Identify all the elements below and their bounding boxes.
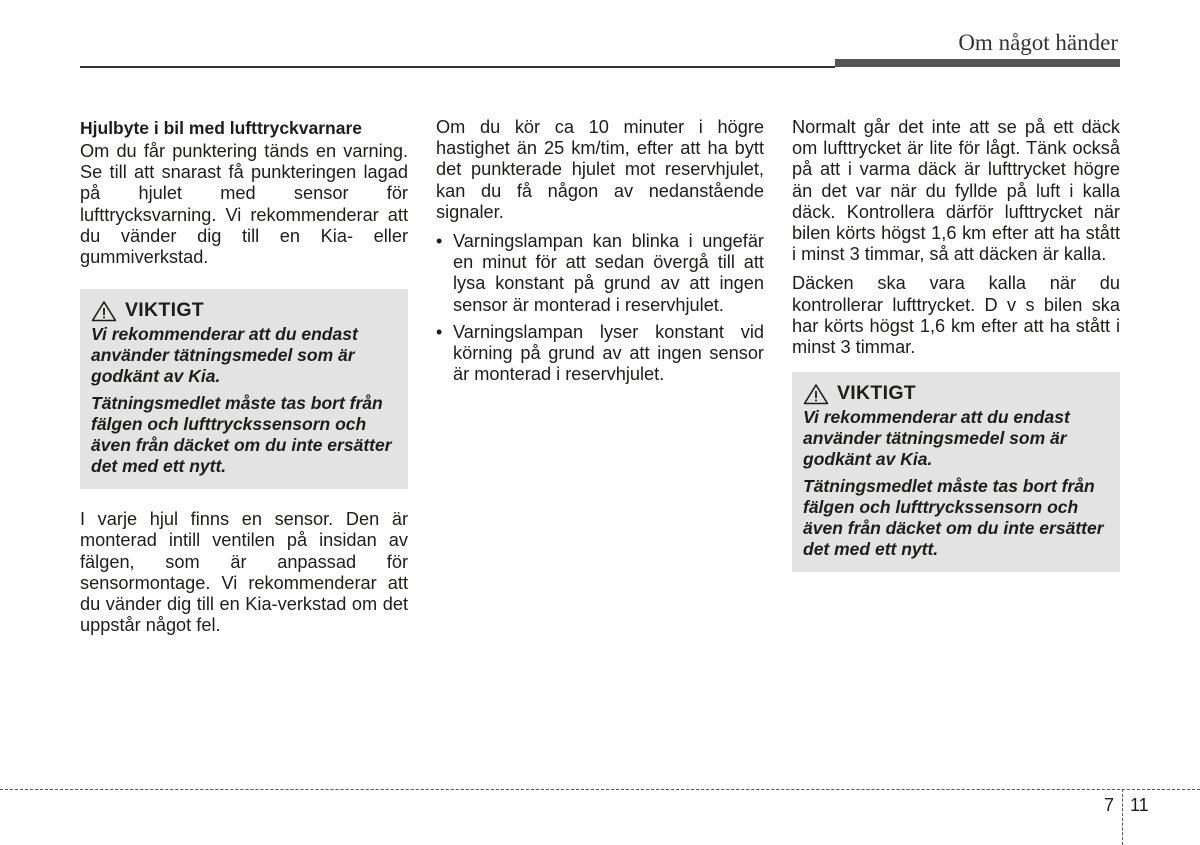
warning-triangle-icon bbox=[803, 383, 829, 405]
warning-triangle-icon bbox=[91, 300, 117, 322]
list-item bbox=[436, 322, 764, 386]
notice-header bbox=[803, 382, 1110, 405]
notice-box bbox=[80, 289, 408, 489]
paragraph: Om du får punktering tänds en varning. Se till att snarast få punkteringen lagad på hjulet med sensor för lufttrycksvarning. Vi rekommenderar att du vänder dig till en Kia- eller gummiverkstad. bbox=[80, 141, 408, 268]
column-right bbox=[792, 117, 1120, 572]
paragraph: Däcken ska vara kalla när du kontrollerar lufttrycket. D v s bilen ska har körts högst 1,6 km efter att ha stått i minst 3 timmar. bbox=[792, 273, 1120, 358]
notice-title: VIKTIGT bbox=[837, 382, 917, 405]
notice-title: VIKTIGT bbox=[125, 299, 205, 322]
section-heading: Hjulbyte i bil med lufttryckvarnare bbox=[80, 118, 363, 138]
footer-divider bbox=[1122, 789, 1123, 845]
paragraph: Normalt går det inte att se på ett däck om lufttrycket är lite för lågt. Tänk också på att i varma däck är lufttrycket högre än det var när du fyllde på luft i kalla däck. Kontrollera därför lufttrycket när bilen körts högst 1,6 km efter att ha stått i minst 3 timmar, så att däcken är kalla. bbox=[792, 117, 1120, 265]
page-header-title: Om något händer bbox=[958, 30, 1118, 55]
notice-box bbox=[792, 372, 1120, 572]
footer-rule bbox=[0, 789, 1200, 790]
notice-header bbox=[91, 299, 398, 322]
bullet-dot-icon: • bbox=[436, 231, 443, 252]
page-number: 11 bbox=[1130, 795, 1149, 815]
list-item-text: Varningslampan kan blinka i ungefär en minut för att sedan övergå till att lysa konstant på grund av att ingen sensor är monterad i reservhjulet. bbox=[453, 231, 764, 315]
column-left bbox=[80, 117, 408, 636]
notice-paragraph: Tätningsmedlet måste tas bort från fälgen och lufttryckssensorn och även från däcket om du inte ersätter det med ett nytt. bbox=[803, 476, 1104, 560]
column-middle bbox=[436, 117, 764, 391]
header-rule-accent bbox=[835, 59, 1120, 67]
list-item-text: Varningslampan lyser konstant vid körning på grund av att ingen sensor är monterad i reservhjulet. bbox=[453, 321, 764, 385]
paragraph: Om du kör ca 10 minuter i högre hastighet än 25 km/tim, efter att ha bytt det punkterade hjulet mot reservhjulet, kan du få någon av nedanstående signaler. bbox=[436, 117, 764, 222]
paragraph: I varje hjul finns en sensor. Den är monterad intill ventilen på insidan av fälgen, som är anpassad för sensormontage. Vi rekommenderar att du vänder dig till en Kia-verkstad om det uppstår något fel. bbox=[80, 509, 408, 636]
header-rule bbox=[80, 66, 835, 68]
chapter-number: 7 bbox=[1104, 795, 1115, 815]
bullet-dot-icon: • bbox=[436, 321, 443, 342]
list-item bbox=[436, 231, 764, 316]
notice-paragraph: Tätningsmedlet måste tas bort från fälgen och lufttryckssensorn och även från däcket om du inte ersätter det med ett nytt. bbox=[91, 393, 392, 477]
notice-paragraph: Vi rekommenderar att du endast använder tätningsmedel som är godkänt av Kia. bbox=[91, 324, 358, 387]
bullet-list bbox=[436, 231, 764, 385]
notice-paragraph: Vi rekommenderar att du endast använder tätningsmedel som är godkänt av Kia. bbox=[803, 407, 1070, 470]
